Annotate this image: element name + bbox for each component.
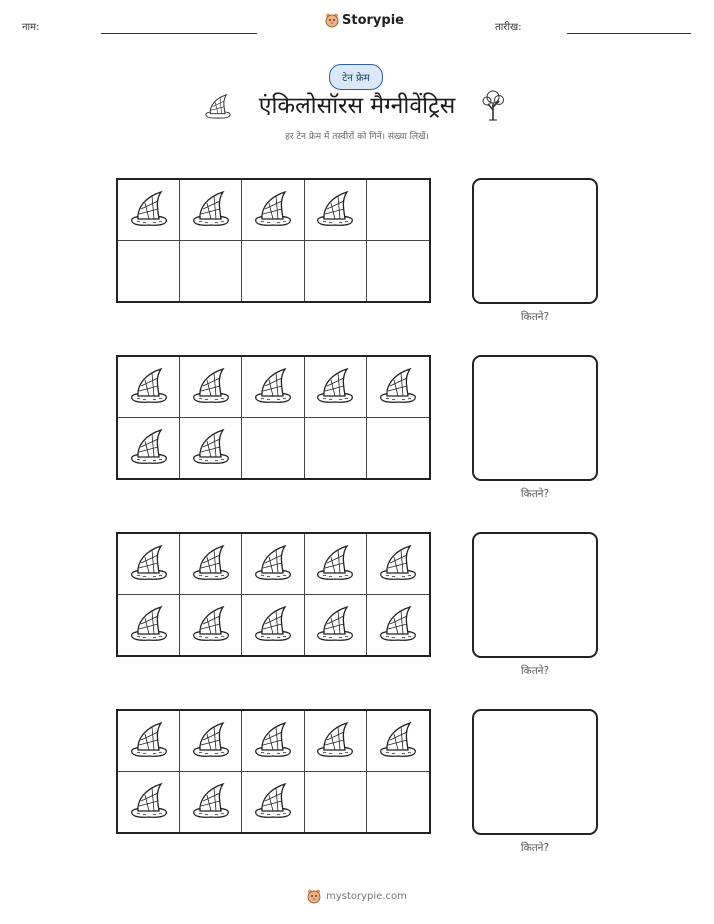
ten-frame-cell (367, 595, 429, 656)
ten-frame-cell (367, 357, 429, 418)
ten-frame-cell (305, 534, 367, 595)
ten-frame-3 (116, 532, 431, 657)
answer-box-4[interactable] (472, 709, 598, 835)
name-line[interactable] (101, 33, 257, 34)
ten-frame-cell (305, 180, 367, 241)
spiked-armor-plate-icon (315, 719, 355, 763)
ten-frame-cell (367, 534, 429, 595)
answer-box-1[interactable] (472, 178, 598, 304)
spiked-armor-plate-icon (253, 542, 293, 586)
spiked-armor-plate-icon (129, 188, 169, 232)
ten-frame-cell (118, 357, 180, 418)
footer-url: mystorypie.com (326, 890, 407, 902)
ten-frame-cell (242, 180, 304, 241)
ten-frame-cell (242, 772, 304, 833)
answer-box-2[interactable] (472, 355, 598, 481)
spiked-armor-plate-icon (315, 365, 355, 409)
ten-frame-cell (242, 418, 304, 479)
storypie-mascot-icon (307, 888, 321, 904)
spiked-armor-plate-icon (378, 719, 418, 763)
instructions: हर टेन फ्रेम में तस्वीरों को गिनें। संख्या लिखें। (285, 132, 429, 142)
ten-frame-cell (118, 772, 180, 833)
ten-frame-cell (305, 241, 367, 302)
ten-frame-cell (367, 772, 429, 833)
spiked-armor-plate-icon (129, 365, 169, 409)
spiked-armor-plate-icon (191, 780, 231, 824)
spiked-armor-plate-icon (378, 603, 418, 647)
storypie-mascot-icon (325, 12, 339, 28)
ten-frame-cell (118, 241, 180, 302)
spiked-armor-plate-icon (378, 365, 418, 409)
spiked-armor-plate-icon (129, 542, 169, 586)
ten-frame-cell (180, 241, 242, 302)
how-many-label-3: कितने? (520, 665, 550, 677)
ten-frame-cell (242, 595, 304, 656)
spiked-armor-plate-icon (191, 603, 231, 647)
name-label: नाम: (22, 22, 40, 33)
ten-frame-cell (180, 180, 242, 241)
ten-frame-cell (180, 534, 242, 595)
ten-frame-cell (118, 595, 180, 656)
brand-logo (325, 12, 404, 28)
date-line[interactable] (567, 33, 691, 34)
answer-box-3[interactable] (472, 532, 598, 658)
spiked-armor-plate-icon (191, 426, 231, 470)
ten-frame-cell (367, 241, 429, 302)
ten-frame-cell (180, 711, 242, 772)
ten-frame-cell (180, 595, 242, 656)
ten-frame-cell (367, 418, 429, 479)
ten-frame-cell (242, 534, 304, 595)
spiked-armor-plate-icon (378, 542, 418, 586)
spiked-armor-plate-icon (129, 426, 169, 470)
spiked-armor-plate-icon (253, 603, 293, 647)
spiked-armor-plate-icon (129, 603, 169, 647)
spiked-armor-plate-icon (253, 719, 293, 763)
spiked-armor-plate-icon (315, 188, 355, 232)
ten-frame-cell (180, 357, 242, 418)
ten-frame-cell (305, 418, 367, 479)
spiked-armor-plate-icon (129, 719, 169, 763)
ten-frame-cell (242, 711, 304, 772)
footer (0, 888, 714, 904)
spiked-armor-plate-icon (253, 365, 293, 409)
spiked-armor-plate-icon (191, 188, 231, 232)
tree-icon (480, 88, 506, 122)
spiked-armor-plate-icon (315, 542, 355, 586)
ten-frame-1 (116, 178, 431, 303)
ten-frame-cell (118, 534, 180, 595)
spiked-armor-plate-icon (253, 188, 293, 232)
ten-frame-cell (242, 241, 304, 302)
ten-frame-cell (305, 711, 367, 772)
ten-frame-cell (180, 418, 242, 479)
spiked-armor-plate-icon (129, 780, 169, 824)
spiked-armor-plate-icon (253, 780, 293, 824)
spiked-armor-plate-icon (191, 365, 231, 409)
ten-frame-cell (118, 418, 180, 479)
ten-frame-cell (180, 772, 242, 833)
ten-frame-4 (116, 709, 431, 834)
ten-frame-2 (116, 355, 431, 480)
date-label: तारीख: (495, 22, 522, 33)
spiked-armor-plate-icon (315, 603, 355, 647)
spiked-armor-plate-icon (191, 542, 231, 586)
page-title: एंकिलोसॉरस मैग्नीवेंट्रिस (258, 93, 456, 119)
ten-frame-cell (305, 595, 367, 656)
ten-frame-cell (367, 711, 429, 772)
how-many-label-4: कितने? (520, 842, 550, 854)
ten-frame-badge: टेन फ्रेम (329, 64, 383, 90)
spiked-armor-plate-icon (204, 92, 232, 120)
ten-frame-cell (242, 357, 304, 418)
ten-frame-cell (118, 180, 180, 241)
how-many-label-1: कितने? (520, 311, 550, 323)
spiked-armor-plate-icon (191, 719, 231, 763)
ten-frame-cell (305, 357, 367, 418)
how-many-label-2: कितने? (520, 488, 550, 500)
ten-frame-cell (367, 180, 429, 241)
ten-frame-cell (305, 772, 367, 833)
brand-name: Storypie (342, 12, 404, 28)
ten-frame-cell (118, 711, 180, 772)
